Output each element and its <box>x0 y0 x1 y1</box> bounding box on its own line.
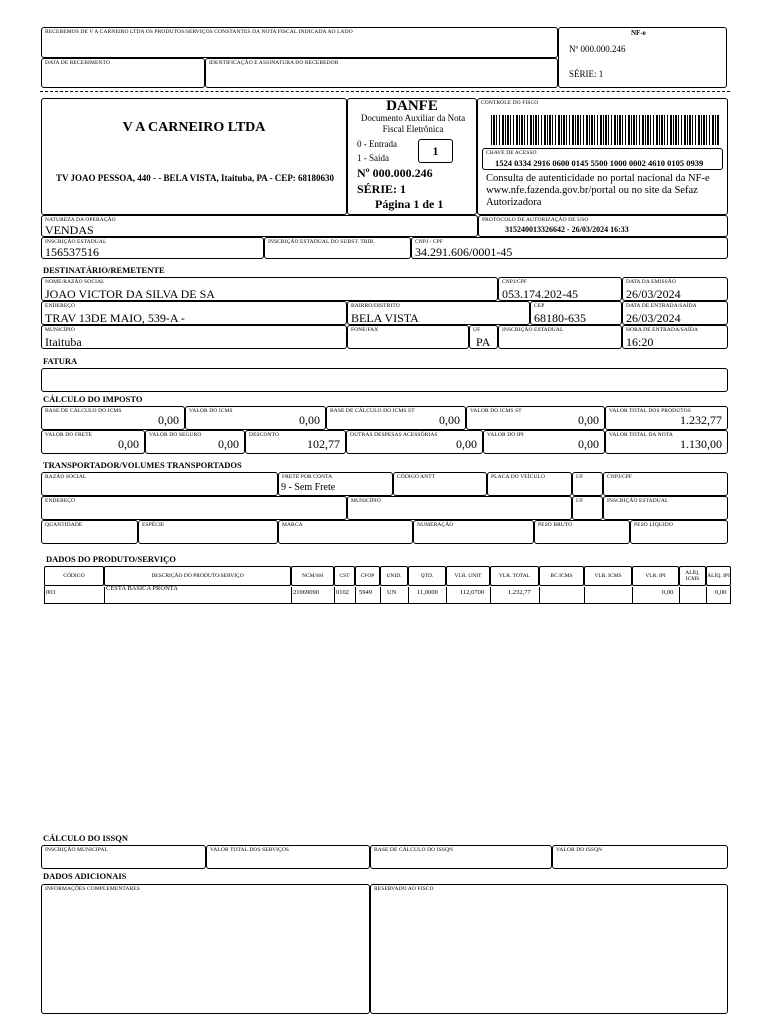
other-expenses-label: OUTRAS DESPESAS ACESSÓRIAS <box>350 432 438 438</box>
nature-box <box>41 215 478 237</box>
tax-section-title: CÁLCULO DO IMPOSTO <box>43 394 143 404</box>
receipt-signature-label: IDENTIFICAÇÃO E ASSINATURA DO RECEBEDOR <box>209 60 339 66</box>
products-section-title: DADOS DO PRODUTO/SERVIÇO <box>46 554 176 564</box>
row-cfop: 5949 <box>359 589 372 596</box>
freight-mode-label: FRETE POR CONTA <box>282 474 333 480</box>
access-key: 1524 0334 2916 0600 0145 5500 1000 0002 4610 0105 0939 <box>495 158 704 168</box>
recipient-cnpj-box <box>498 277 622 301</box>
row-description: CESTA BASICA PRONTA <box>106 585 178 592</box>
receipt-nfe-label: NF-e <box>631 29 646 37</box>
carrier-uf-box <box>572 472 603 496</box>
invoice-section-title: FATURA <box>43 356 78 366</box>
carrier-address-box <box>41 496 347 520</box>
recipient-cep-label: CEP <box>534 303 545 309</box>
entry-exit-time-label: HORA DE ENTRADA/SAÍDA <box>626 327 699 333</box>
services-total-label: VALOR TOTAL DOS SERVIÇOS <box>210 847 290 853</box>
recipient-city-box <box>41 325 347 349</box>
protocol-value: 315240013326642 - 26/03/2024 16:33 <box>505 225 629 234</box>
entry-exit-time-box <box>622 325 728 349</box>
carrier-uf2-label: UF <box>576 498 584 504</box>
col-divider <box>539 587 540 603</box>
fisco-reserved-box <box>370 884 728 1014</box>
vehicle-plate-label: PLACA DO VEÍCULO <box>491 474 546 480</box>
col-divider <box>408 587 409 603</box>
carrier-city-label: MUNICÍPIO <box>351 498 381 504</box>
brand-box <box>278 520 413 544</box>
col-divider <box>584 587 585 603</box>
nature-value: VENDAS <box>45 223 94 237</box>
net-weight-label: PESO LÍQUIDO <box>634 522 673 528</box>
municipal-reg-box <box>41 845 206 869</box>
carrier-cnpj-box <box>603 472 728 496</box>
danfe-page: Página 1 de 1 <box>375 197 444 211</box>
state-reg-st-label: INSCRIÇÃO ESTADUAL DO SUBST. TRIB. <box>268 239 375 245</box>
col-header-qty: QTD. <box>408 566 446 586</box>
receipt-number: Nº 000.000.246 <box>569 44 626 54</box>
danfe-entrada: 0 - Entrada <box>357 139 397 149</box>
col-divider <box>706 587 707 603</box>
protocol-label: PROTOCOLO DE AUTORIZAÇÃO DE USO <box>482 217 589 223</box>
state-reg-value: 156537516 <box>45 245 99 259</box>
antt-box <box>393 472 487 496</box>
net-weight-box <box>630 520 728 544</box>
freight-mode: 9 - Sem Frete <box>281 482 336 493</box>
state-reg-box <box>41 237 264 259</box>
recipient-cnpj-label: CNPJ/CPF <box>502 279 527 285</box>
recipient-district-box <box>347 301 530 325</box>
fisco-reserved-label: RESERVADO AO FISCO <box>374 886 434 892</box>
col-divider <box>104 587 105 603</box>
carrier-ie-box <box>603 496 728 520</box>
issqn-base-box <box>370 845 552 869</box>
col-header-aliq-ipi: ALÍQ. IPI <box>706 566 731 586</box>
col-divider <box>679 587 680 603</box>
carrier-cnpj-label: CNPJ/CPF <box>607 474 632 480</box>
quantity-label: QUANTIDADE <box>45 522 83 528</box>
entry-exit-date-label: DATA DE ENTRADA/SAÍDA <box>626 303 697 309</box>
insurance-label: VALOR DO SEGURO <box>149 432 202 438</box>
issuer-name: V A CARNEIRO LTDA <box>122 120 266 135</box>
numbering-box <box>413 520 534 544</box>
danfe-type-box <box>418 139 453 163</box>
recipient-district: BELA VISTA <box>351 311 419 325</box>
col-divider <box>490 587 491 603</box>
freight-value-box <box>41 430 145 454</box>
issuer-cnpj-label: CNPJ / CPF <box>415 239 443 245</box>
invoice-total-label: VALOR TOTAL DA NOTA <box>609 432 673 438</box>
species-label: ESPÉCIE <box>142 522 165 528</box>
authenticity-note: Consulta de autenticidade no portal nacional da NF-e www.nfe.fazenda.gov.br/portal ou no site da Sefaz Autorizadora <box>486 173 710 208</box>
receipt-signature-box <box>205 58 558 88</box>
gross-weight-label: PESO BRUTO <box>538 522 573 528</box>
icms-st-value-box <box>466 406 605 430</box>
recipient-address: TRAV 13DE MAIO, 539-A - <box>45 311 185 325</box>
col-divider <box>632 587 633 603</box>
row-cst: 0102 <box>336 589 349 596</box>
issuer-cnpj-value: 34.291.606/0001-45 <box>415 245 513 259</box>
col-header-icms: VLR. ICMS <box>584 566 632 586</box>
ipi-value-box <box>483 430 605 454</box>
complementary-info-label: INFORMAÇÕES COMPLEMENTARES <box>45 886 140 892</box>
icms-value-box <box>185 406 326 430</box>
icms-st-value: 0,00 <box>578 413 599 427</box>
complementary-info-box <box>41 884 370 1014</box>
col-header-cst: CST <box>334 566 355 586</box>
issqn-value-label: VALOR DO ISSQN <box>556 847 603 853</box>
products-total: 1.232,77 <box>680 413 722 427</box>
freight-value-label: VALOR DO FRETE <box>45 432 93 438</box>
issue-date: 26/03/2024 <box>626 287 681 301</box>
state-reg-st-box <box>264 237 411 259</box>
col-header-code: CÓDIGO <box>44 566 104 586</box>
recipient-name: JOAO VICTOR DA SILVA DE SA <box>45 287 215 301</box>
carrier-city-box <box>347 496 572 520</box>
col-header-ipi: VLR. IPI <box>632 566 679 586</box>
invoice-total-box <box>605 430 728 454</box>
col-divider <box>291 587 292 603</box>
recipient-ie-label: INSCRIÇÃO ESTADUAL <box>502 327 564 333</box>
recipient-cnpj: 053.174.202-45 <box>502 287 578 301</box>
receipt-text-box <box>41 27 558 58</box>
entry-exit-date-box <box>622 301 728 325</box>
col-header-ncm: NCM/SH <box>291 566 334 586</box>
entry-exit-date: 26/03/2024 <box>626 311 681 325</box>
issqn-base-label: BASE DE CÁLCULO DO ISSQN <box>374 847 454 853</box>
row-unit-price: 112,0700 <box>460 589 485 596</box>
recipient-section-title: DESTINATÁRIO/REMETENTE <box>43 265 165 275</box>
antt-label: CÓDIGO ANTT <box>397 474 436 480</box>
ipi-value-label: VALOR DO IPI <box>487 432 524 438</box>
row-qty: 11,0000 <box>417 589 438 596</box>
carrier-ie-label: INSCRIÇÃO ESTADUAL <box>607 498 669 504</box>
icms-value-label: VALOR DO ICMS <box>189 408 233 414</box>
row-unit: UN <box>387 589 397 596</box>
numbering-label: NUMERAÇÃO <box>417 522 454 528</box>
col-header-aliq-icms: ALÍQ. ICMS <box>679 566 706 586</box>
col-header-total: VLR. TOTAL <box>490 566 539 586</box>
col-divider <box>446 587 447 603</box>
protocol-box <box>478 215 728 237</box>
carrier-uf-label: UF <box>576 474 584 480</box>
icms-base-label: BASE DE CÁLCULO DO ICMS <box>45 408 122 414</box>
state-reg-label: INSCRIÇÃO ESTADUAL <box>45 239 107 245</box>
icms-st-base-label: BASE DE CÁLCULO DO ICMS ST <box>330 408 415 414</box>
recipient-name-label: NOME/RAZÃO SOCIAL <box>45 279 105 285</box>
quantity-box <box>41 520 138 544</box>
icms-base: 0,00 <box>158 413 179 427</box>
brand-label: MARCA <box>282 522 303 528</box>
col-divider <box>380 587 381 603</box>
products-total-label: VALOR TOTAL DOS PRODUTOS <box>609 408 691 414</box>
danfe-title: DANFE <box>386 98 438 114</box>
other-expenses: 0,00 <box>456 437 477 451</box>
col-header-unit: UNID. <box>380 566 408 586</box>
issuer-cnpj-box <box>411 237 728 259</box>
vehicle-plate-box <box>487 472 572 496</box>
access-key-label: CHAVE DE ACESSO <box>486 150 537 156</box>
row-code: 001 <box>46 589 56 596</box>
issuer-address: TV JOAO PESSOA, 440 - - BELA VISTA, Itaituba, PA - CEP: 68180630 <box>55 173 335 183</box>
freight-value: 0,00 <box>118 437 139 451</box>
danfe-number: Nº 000.000.246 <box>357 166 433 180</box>
row-total: 1.232,77 <box>508 589 531 596</box>
col-header-cfop: CFOP <box>355 566 380 586</box>
icms-st-value-label: VALOR DO ICMS ST <box>470 408 522 414</box>
col-header-description: DESCRIÇÃO DO PRODUTO/SERVIÇO <box>104 566 291 586</box>
ipi-value: 0,00 <box>578 437 599 451</box>
recipient-ie-box <box>498 325 622 349</box>
carrier-uf2-box <box>572 496 603 520</box>
icms-st-base: 0,00 <box>439 413 460 427</box>
col-header-unit-price: VLR. UNIT <box>446 566 490 586</box>
receipt-text: RECEBEMOS DE V A CARNEIRO LTDA OS PRODUTOS/SERVIÇOS CONSTANTES DA NOTA FISCAL INDICADA AO LADO <box>45 29 353 35</box>
row-ipi: 0,00 <box>662 589 674 596</box>
icms-st-base-box <box>326 406 466 430</box>
barcode-image <box>491 115 719 145</box>
municipal-reg-label: INSCRIÇÃO MUNICIPAL <box>45 847 108 853</box>
recipient-address-box <box>41 301 347 325</box>
cut-line <box>40 91 730 92</box>
receipt-date-box <box>41 58 205 88</box>
insurance: 0,00 <box>218 437 239 451</box>
recipient-phone-label: FONE/FAX <box>351 327 379 333</box>
discount-label: DESCONTO <box>249 432 280 438</box>
carrier-name-label: RAZÃO SOCIAL <box>45 474 87 480</box>
services-total-box <box>206 845 370 869</box>
carrier-name-box <box>41 472 278 496</box>
nature-label: NATUREZA DA OPERAÇÃO <box>45 217 116 223</box>
recipient-city-label: MUNICÍPIO <box>45 327 75 333</box>
recipient-uf: PA <box>476 335 491 349</box>
recipient-cep: 68180-635 <box>534 311 586 325</box>
row-ncm: 21069090 <box>293 589 319 596</box>
receipt-date-label: DATA DE RECEBIMENTO <box>45 60 110 66</box>
danfe-box <box>347 98 477 215</box>
danfe-saida: 1 - Saída <box>357 153 389 163</box>
issuer-box <box>41 98 347 215</box>
recipient-address-label: ENDEREÇO <box>45 303 76 309</box>
recipient-uf-box <box>469 325 498 349</box>
danfe-serie: SÉRIE: 1 <box>357 182 407 196</box>
icms-value: 0,00 <box>299 413 320 427</box>
recipient-city: Itaituba <box>45 335 82 349</box>
receipt-serie: SÉRIE: 1 <box>569 69 604 79</box>
recipient-uf-label: UF <box>473 327 481 333</box>
recipient-phone-box <box>347 325 469 349</box>
invoice-total: 1.130,00 <box>680 437 722 451</box>
col-header-bc-icms: BC ICMS <box>539 566 584 586</box>
receipt-nfe-box <box>558 27 727 88</box>
recipient-name-box <box>41 277 498 301</box>
recipient-district-label: BAIRRO/DISTRITO <box>351 303 400 309</box>
issqn-value-box <box>552 845 728 869</box>
carrier-section-title: TRANSPORTADOR/VOLUMES TRANSPORTADOS <box>43 460 242 470</box>
col-divider <box>355 587 356 603</box>
carrier-address-label: ENDEREÇO <box>45 498 76 504</box>
fisco-control-label: CONTROLE DO FISCO <box>481 100 539 106</box>
issue-date-label: DATA DA EMISSÃO <box>626 279 676 285</box>
discount-box <box>245 430 346 454</box>
issue-date-box <box>622 277 728 301</box>
icms-base-box <box>41 406 185 430</box>
danfe-type: 1 <box>432 144 439 158</box>
invoice-box <box>41 368 728 392</box>
freight-mode-box <box>278 472 393 496</box>
recipient-cep-box <box>530 301 622 325</box>
danfe-subtitle: Documento Auxiliar da Nota Fiscal Eletrônica <box>360 113 466 134</box>
issqn-section-title: CÁLCULO DO ISSQN <box>43 833 129 843</box>
species-box <box>138 520 278 544</box>
col-divider <box>334 587 335 603</box>
entry-exit-time: 16:20 <box>626 335 654 349</box>
additional-section-title: DADOS ADICIONAIS <box>43 871 127 881</box>
other-expenses-box <box>346 430 483 454</box>
gross-weight-box <box>534 520 630 544</box>
access-key-box <box>482 148 723 170</box>
row-aliq-ipi: 0,00 <box>715 589 727 596</box>
discount: 102,77 <box>307 437 340 451</box>
products-total-box <box>605 406 728 430</box>
insurance-box <box>145 430 245 454</box>
